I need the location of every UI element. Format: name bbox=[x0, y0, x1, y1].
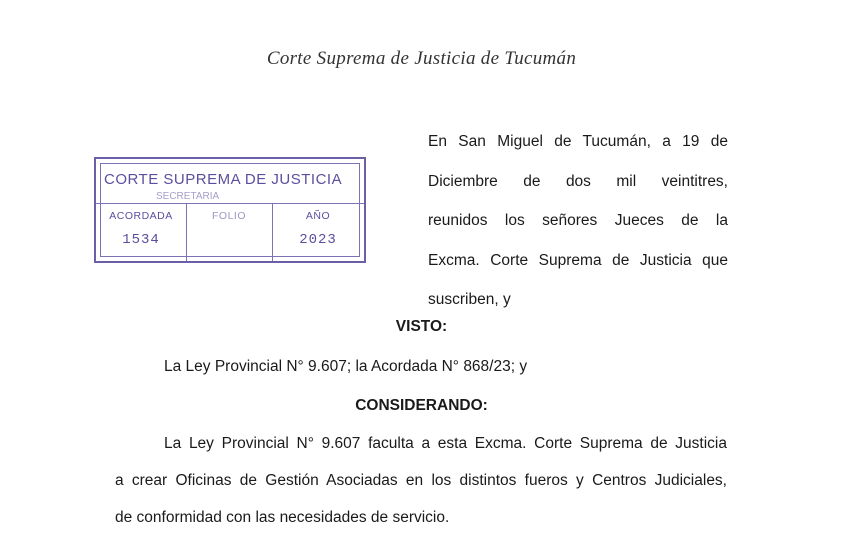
stamp-grid bbox=[96, 203, 364, 261]
considerando-paragraph bbox=[115, 425, 727, 536]
visto-paragraph bbox=[164, 348, 776, 385]
stamp-cell-folio bbox=[186, 204, 273, 261]
stamp-title: CORTE SUPREMA DE JUSTICIA bbox=[104, 171, 343, 188]
intro-line: En San Miguel de Tucumán, a 19 de bbox=[428, 133, 728, 150]
letterhead-title: Corte Suprema de Justicia de Tucumán bbox=[266, 48, 577, 69]
considerando-line: a crear Oficinas de Gestión Asociadas en los distintos fueros y Centros Judiciales, bbox=[115, 472, 727, 489]
stamp-acordada-number: 1534 bbox=[122, 232, 160, 248]
registration-stamp bbox=[94, 157, 366, 263]
stamp-cell-acordada bbox=[96, 204, 187, 261]
intro-line: Excma. Corte Suprema de Justicia que bbox=[428, 251, 728, 269]
intro-line: reunidos los señores Jueces de la bbox=[428, 212, 728, 229]
considerando-heading: CONSIDERANDO: bbox=[355, 397, 488, 414]
stamp-folio-label: FOLIO bbox=[211, 210, 246, 222]
intro-line: suscriben, y bbox=[428, 291, 511, 308]
considerando-line: La Ley Provincial N° 9.607 faculta a esta Excma. Corte Suprema de Justicia bbox=[164, 435, 727, 452]
visto-heading: VISTO: bbox=[395, 318, 448, 335]
stamp-acordada-label: ACORDADA bbox=[109, 210, 173, 222]
intro-line: Diciembre de dos mil veintitres, bbox=[428, 172, 728, 190]
stamp-cell-year bbox=[272, 204, 364, 261]
stamp-subtitle: SECRETARIA bbox=[156, 191, 220, 202]
stamp-year-value: 2023 bbox=[299, 232, 337, 248]
stamp-year-label: AÑO bbox=[305, 210, 331, 222]
visto-text: La Ley Provincial N° 9.607; la Acordada N° 868/23; y bbox=[164, 358, 528, 375]
considerando-line: de conformidad con las necesidades de servicio. bbox=[115, 509, 450, 526]
intro-paragraph bbox=[428, 122, 728, 320]
